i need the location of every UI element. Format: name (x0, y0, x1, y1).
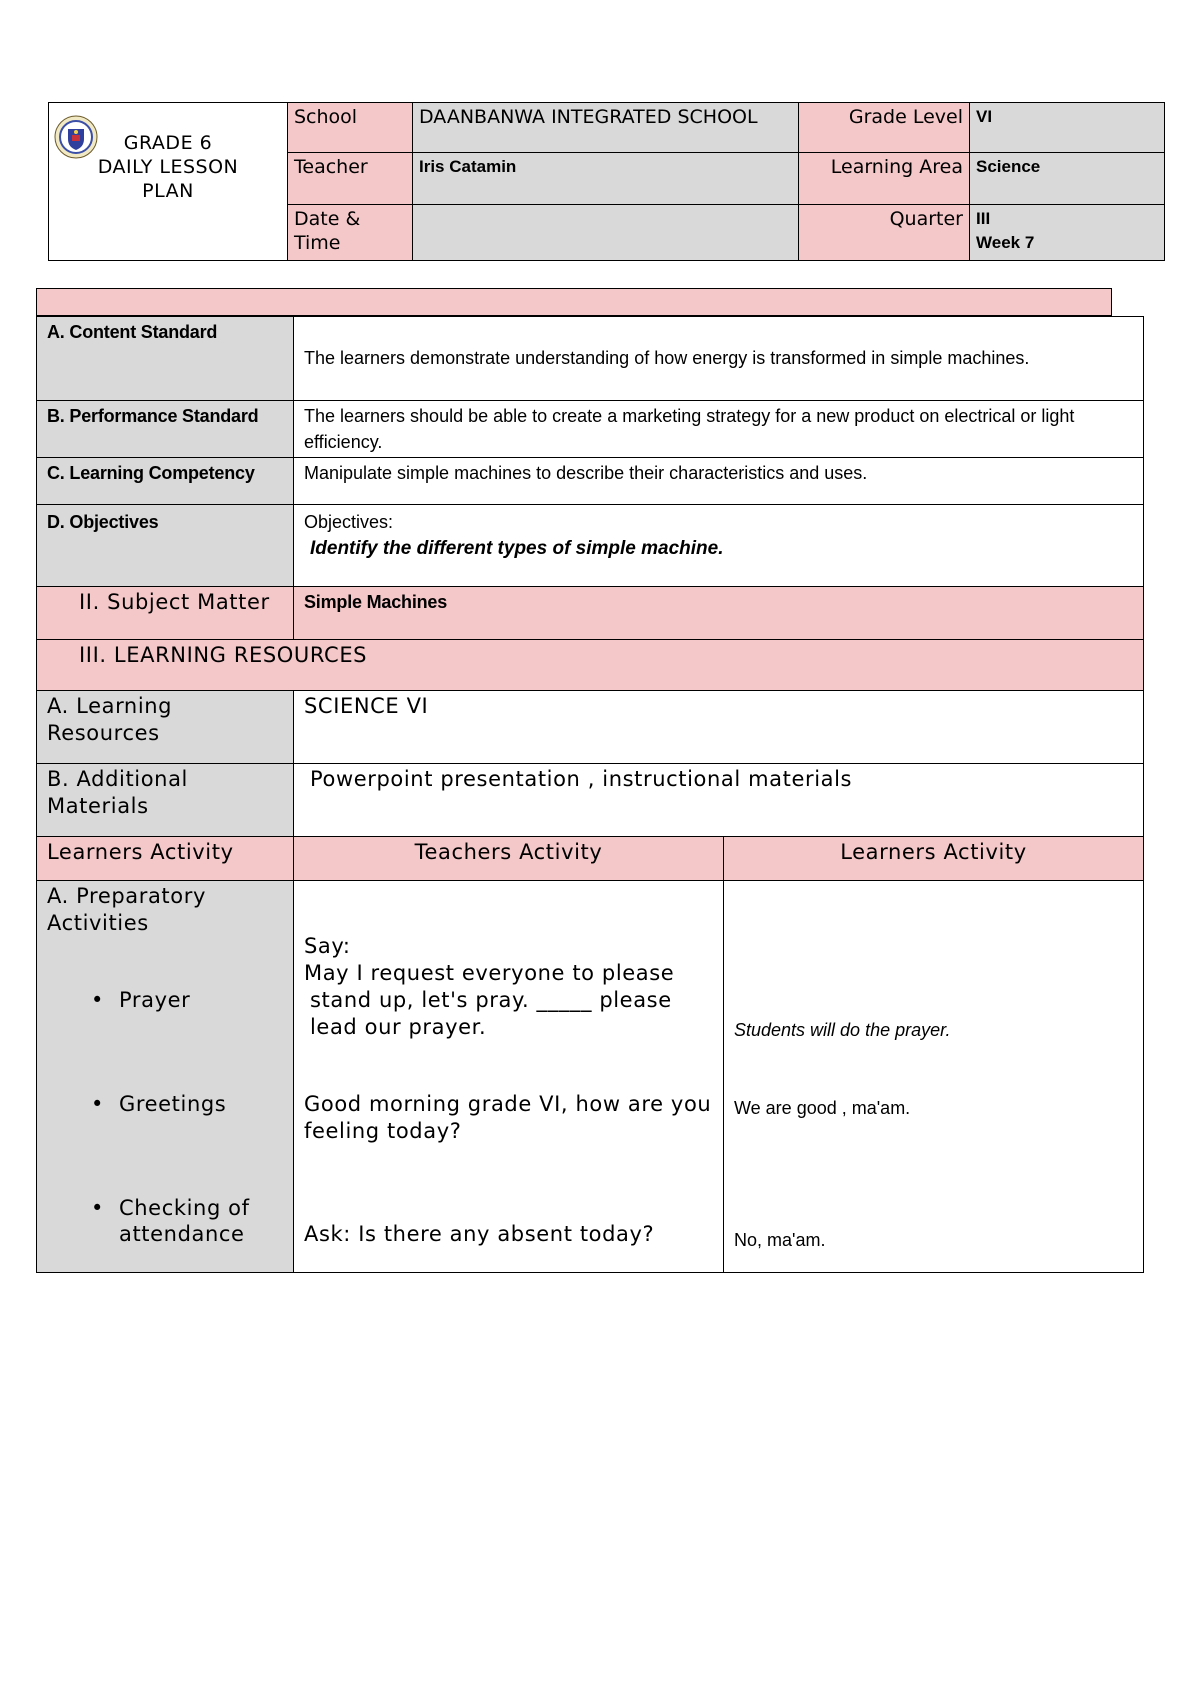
additional-materials-value: Powerpoint presentation , instructional materials (294, 764, 1144, 837)
lesson-plan-table (36, 316, 1144, 1273)
teachers-activity-cell (294, 881, 724, 1273)
learning-competency-value: Manipulate simple machines to describe their characteristics and uses. (294, 458, 1144, 505)
quarter-value: III (976, 209, 991, 228)
school-label: School (288, 103, 413, 153)
teacher-prayer: May I request everyone to please stand up, let's pray. _____ please lead our prayer. (304, 961, 675, 1039)
learner-greetings: We are good , ma'am. (734, 1098, 911, 1118)
col1-header: Learners Activity (37, 837, 294, 881)
section-bar (36, 288, 1112, 316)
header-table (48, 102, 1165, 261)
learning-resources-value: SCIENCE VI (294, 691, 1144, 764)
learners-activity-cell (724, 881, 1144, 1273)
content-standard-label: A. Content Standard (37, 317, 294, 401)
teacher-value: Iris Catamin (413, 153, 799, 205)
subject-matter-value: Simple Machines (294, 587, 1144, 640)
learning-competency-label: C. Learning Competency (37, 458, 294, 505)
week-value: Week 7 (976, 233, 1035, 252)
col2-header: Teachers Activity (294, 837, 724, 881)
title-cell (49, 103, 288, 261)
learner-prayer: Students will do the prayer. (734, 1020, 951, 1040)
learning-area-label: Learning Area (799, 153, 970, 205)
title-line-1: GRADE 6 (123, 132, 213, 154)
school-value: DAANBANWA INTEGRATED SCHOOL (413, 103, 799, 153)
performance-standard-label: B. Performance Standard (37, 401, 294, 458)
teacher-say: Say: (304, 934, 351, 958)
learner-attendance: No, ma'am. (734, 1230, 826, 1250)
teacher-attendance: Ask: Is there any absent today? (304, 1222, 655, 1246)
performance-standard-value: The learners should be able to create a marketing strategy for a new product on electrical or light efficiency. (294, 401, 1144, 458)
date-time-label: Date & Time (288, 205, 413, 261)
objectives-value: Identify the different types of simple machine. (310, 538, 724, 559)
preparatory-activities-label: A. Preparatory Activities (47, 884, 206, 935)
content-standard-value: The learners demonstrate understanding of how energy is transformed in simple machines. (294, 317, 1144, 401)
grade-level-value: VI (970, 103, 1165, 153)
learning-resources-label: A. Learning Resources (37, 691, 294, 764)
deped-seal-icon (54, 115, 98, 159)
quarter-label: Quarter (799, 205, 970, 261)
title-line-3: PLAN (142, 180, 194, 202)
learning-resources-heading: III. LEARNING RESOURCES (37, 640, 1144, 691)
list-item: • Greetings (47, 1091, 283, 1117)
title-line-2: DAILY LESSON (97, 156, 239, 178)
objectives-label: D. Objectives (37, 505, 294, 587)
teacher-greetings: Good morning grade VI, how are you feeling today? (304, 1092, 712, 1143)
col3-header: Learners Activity (724, 837, 1144, 881)
grade-level-label: Grade Level (799, 103, 970, 153)
learning-area-value: Science (970, 153, 1165, 205)
subject-matter-label: II. Subject Matter (37, 587, 294, 640)
preparatory-list (47, 987, 283, 1247)
objectives-heading: Objectives: (304, 512, 394, 532)
additional-materials-label: B. Additional Materials (37, 764, 294, 837)
objectives-cell (294, 505, 1144, 587)
teacher-label: Teacher (288, 153, 413, 205)
list-item: • Checking of attendance (47, 1195, 283, 1247)
list-item: • Prayer (47, 987, 283, 1013)
date-time-value (413, 205, 799, 261)
quarter-value-cell (970, 205, 1165, 261)
preparatory-activities-cell (37, 881, 294, 1273)
